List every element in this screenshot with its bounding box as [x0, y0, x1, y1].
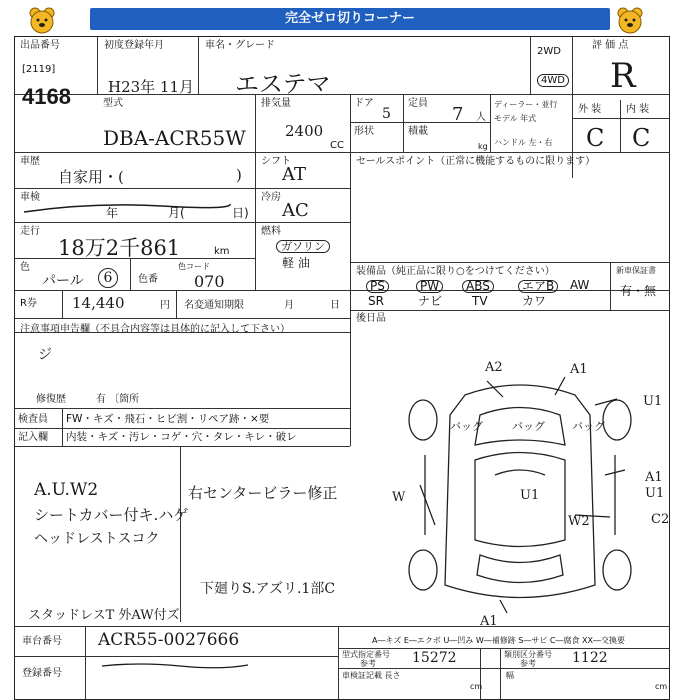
color-no-label: 色番 — [138, 274, 158, 285]
name-change-day: 日 — [330, 300, 340, 311]
transmission-value: AT — [282, 164, 307, 185]
repair-history-value: 有 〔箇所 — [96, 394, 140, 405]
interior-defect-row: 内装・キズ・汚レ・コゲ・穴・タレ・キレ・破レ — [66, 431, 297, 443]
class-number-value: 1122 — [572, 650, 608, 666]
shift-label: シフト — [261, 156, 291, 167]
note-line-2: シートカバー付キ.ハゲ — [34, 506, 189, 524]
color-label: 色 — [20, 262, 30, 273]
exterior-grade-value: C — [586, 124, 605, 152]
class-number-label: 類別区分番号 — [504, 650, 552, 659]
inspector-label: 検査員 — [18, 414, 48, 425]
inspection-month-label: 月( — [168, 206, 185, 220]
inspection-strike-line — [22, 198, 232, 216]
fuel-label: 燃料 — [261, 226, 281, 237]
ref-label-2: 参考 — [520, 659, 536, 668]
note-line-1: A.U.W2 — [34, 480, 99, 500]
repair-history-label: 修復歴 — [36, 394, 66, 405]
arrival-later-label: 後日品 — [356, 313, 386, 324]
diag-bag-3: バッグ — [572, 420, 605, 433]
diag-a1-bottom: A1 — [480, 614, 498, 629]
cooler-label: 冷房 — [261, 192, 281, 203]
entry-label: 記入欄 — [18, 432, 48, 443]
equip-tv: TV — [472, 294, 488, 308]
diag-w-left: W — [392, 490, 406, 505]
color-code-label: 色コード — [178, 262, 210, 271]
diag-a1-top: A1 — [570, 362, 588, 377]
drive-4wd-label: 4WD — [537, 74, 569, 87]
note-line-5: 下廻りS.アズリ.1部C — [200, 581, 336, 597]
equip-aw: AW — [570, 278, 590, 292]
door-label: ドア — [354, 98, 374, 109]
model-label: 型式 — [103, 98, 123, 109]
width-label: 幅 — [506, 671, 514, 680]
kg-unit: kg — [478, 142, 488, 151]
name-change-label: 名変通知期限 — [184, 300, 244, 311]
load-label: 積載 — [408, 126, 428, 137]
chassis-number-label: 車台番号 — [22, 636, 62, 647]
registration-number-label: 登録番号 — [22, 668, 62, 679]
doors-value: 5 — [382, 106, 391, 122]
shape-label: 形状 — [354, 126, 374, 137]
length-cm: cm — [470, 682, 483, 691]
km-unit: km — [214, 246, 230, 257]
fuel-diesel-option: 軽 油 — [282, 256, 310, 270]
diag-u1-right-b: U1 — [645, 486, 665, 501]
ref-label-1: 参考 — [360, 659, 376, 668]
lot-number: 4168 — [22, 84, 71, 109]
diag-a2: A2 — [485, 360, 503, 375]
model-year-label: モデル 年式 — [494, 114, 537, 123]
color-code-value: 070 — [194, 272, 225, 291]
warranty-yes-no: 有・無 — [620, 284, 657, 298]
equip-sr: SR — [368, 294, 384, 308]
inspection-year-label: 年 — [106, 206, 119, 220]
mileage-value: 18万2千861 — [58, 236, 181, 260]
history-close: ) — [236, 166, 242, 184]
model-code-value: DBA-ACR55W — [103, 126, 246, 150]
recycle-fee-value: 14,440 — [72, 294, 125, 312]
notes-mark: ジ — [38, 347, 52, 363]
equip-navi: ナビ — [418, 294, 443, 308]
displacement-label: 排気量 — [261, 98, 291, 109]
name-change-month: 月 — [284, 300, 294, 311]
chassis-number-value: ACR55-0027666 — [98, 630, 240, 650]
inspection-day-label: 日) — [232, 206, 249, 220]
first-registration-label: 初度登録年月 — [104, 40, 164, 51]
score-value: R — [610, 56, 636, 96]
lot-code: [2119] — [22, 64, 56, 75]
diag-u1-center: U1 — [520, 488, 540, 503]
diag-w2: W2 — [568, 514, 590, 529]
equip-abs: ABS — [462, 280, 494, 293]
note-line-4: 右センタービラー修正 — [188, 484, 338, 502]
equip-leather: カワ — [522, 294, 547, 308]
new-warranty-label: 新車保証書 — [616, 266, 656, 275]
model-type-number-value: 15272 — [412, 650, 457, 666]
first-registration-value: H23年 11月 — [108, 78, 195, 96]
fuel-gasoline-circled: ガソリン — [276, 240, 330, 253]
drive-2wd-label: 2WD — [537, 46, 561, 57]
registration-strike-line — [100, 660, 250, 670]
persons-unit: 人 — [476, 112, 486, 123]
diag-bag-2: バッグ — [512, 420, 545, 433]
displacement-value: 2400 — [285, 122, 324, 140]
aircon-value: AC — [282, 200, 309, 221]
equip-ps: PS — [366, 280, 389, 293]
mascot-bear-icon — [27, 5, 57, 35]
equip-airbag: エアB — [518, 280, 558, 293]
color-number-circled: 6 — [98, 268, 118, 288]
exterior-label: 外 装 — [578, 104, 602, 115]
evaluation-label: 評 価 点 — [592, 40, 629, 51]
dealer-label: ディーラー・並行 — [494, 100, 558, 109]
mileage-label: 走行 — [20, 226, 40, 237]
color-name-value: パール — [42, 273, 84, 289]
width-cm: cm — [655, 682, 668, 691]
lot-number-label: 出品番号 — [20, 40, 60, 51]
interior-label: 内 装 — [626, 104, 650, 115]
note-line-3: ヘッドレストスコク — [34, 531, 160, 547]
inspection-label: 車検 — [20, 192, 40, 203]
model-type-number-label: 型式指定番号 — [342, 650, 390, 659]
history-value: 自家用・( — [58, 168, 124, 186]
damage-legend: A―キズ E―エクボ U―凹み W―補修跡 S―サビ C―腐食 XX―交換要 — [372, 636, 626, 645]
car-grade-label: 車名・グレード — [205, 40, 275, 51]
note-line-6: スタッドレスT 外AW付ズ — [28, 608, 180, 623]
handle-label: ハンドル 左・右 — [494, 138, 553, 147]
mascot-bear-icon — [615, 5, 645, 35]
interior-grade-value: C — [632, 124, 651, 152]
yen-unit: 円 — [160, 300, 170, 311]
diag-u1-right: U1 — [643, 394, 663, 409]
cert-length-label: 車検証記載 長さ — [342, 671, 401, 680]
diag-bag-1: バッグ — [450, 420, 483, 433]
notes-label: 注意事項申告欄（不具合内容等は具体的に記入して下さい） — [20, 324, 290, 335]
diag-a1-right: A1 — [645, 470, 663, 485]
history-label: 車歴 — [20, 156, 40, 167]
recycle-label: R券 — [20, 298, 37, 309]
equipment-label: 装備品（純正品に限り○をつけてください） — [356, 266, 555, 277]
sales-point-label: セールスポイント（正常に機能するものに限ります） — [356, 156, 596, 167]
car-name-value: エステマ — [235, 70, 331, 98]
capacity-label: 定員 — [408, 98, 428, 109]
page-banner: 完全ゼロ切りコーナー — [90, 8, 610, 30]
equip-pw: PW — [416, 280, 443, 293]
seats-value: 7 — [452, 104, 464, 125]
fw-row: FW・キズ・飛石・ヒビ割・リペア跡・×要 — [66, 413, 270, 425]
cc-unit: CC — [330, 140, 344, 151]
diag-c2: C2 — [651, 512, 670, 527]
